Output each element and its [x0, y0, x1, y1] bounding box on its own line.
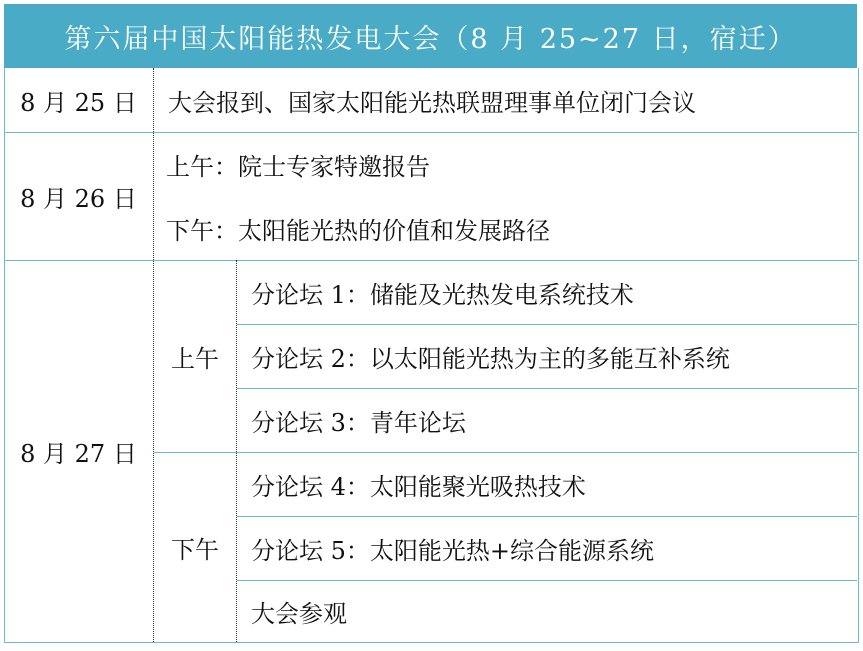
forum-item: 分论坛 5：太阳能光热+综合能源系统 — [251, 536, 655, 565]
schedule-title: 第六届中国太阳能热发电大会（8 月 25~27 日，宿迁） — [4, 4, 857, 68]
session-column-divider — [236, 260, 237, 642]
aug-26-afternoon: 下午：太阳能光热的价值和发展路径 — [166, 216, 550, 245]
forum-item: 分论坛 1：储能及光热发电系统技术 — [251, 280, 634, 309]
forum-item: 分论坛 2：以太阳能光热为主的多能互补系统 — [251, 344, 730, 373]
forum-item: 分论坛 3：青年论坛 — [251, 408, 466, 437]
forum-item: 分论坛 4：太阳能聚光吸热技术 — [251, 472, 586, 501]
aug-27-afternoon-label: 下午 — [171, 535, 219, 564]
aug-27-morning-label: 上午 — [171, 344, 219, 373]
date-aug-25: 8 月 25 日 — [20, 88, 137, 117]
date-aug-27: 8 月 27 日 — [20, 439, 137, 468]
aug-26-morning: 上午：院士专家特邀报告 — [166, 152, 430, 181]
site-visit-item: 大会参观 — [251, 599, 347, 628]
date-aug-26: 8 月 26 日 — [20, 184, 137, 213]
aug-25-content: 大会报到、国家太阳能光热联盟理事单位闭门会议 — [168, 88, 696, 117]
